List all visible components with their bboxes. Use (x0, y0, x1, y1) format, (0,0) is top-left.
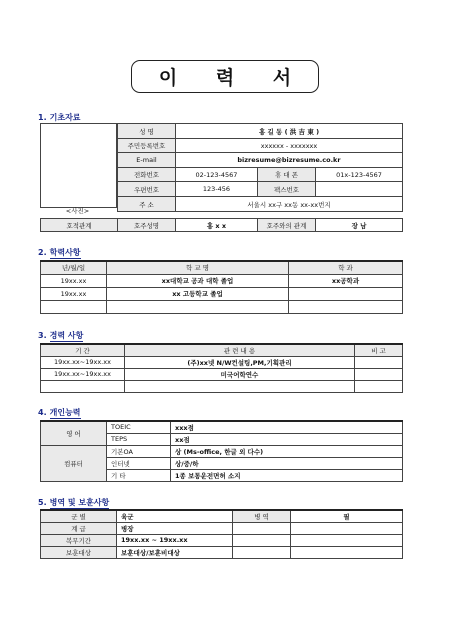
veteran-value: 보훈대상/보훈비대상 (117, 546, 233, 558)
section-number: 3. (38, 331, 47, 340)
education-date: 19xx.xx (41, 287, 107, 300)
ability-value: 상/중/하 (171, 457, 403, 469)
rrn-value: xxxxxx - xxxxxxx (176, 139, 403, 153)
career-content (125, 380, 355, 392)
ability-value: xx점 (171, 433, 403, 445)
ability-item: 기 타 (107, 469, 171, 481)
career-table (40, 343, 403, 393)
ability-item: TEPS (107, 433, 171, 445)
section-heading-military (38, 497, 109, 508)
empty-cell (291, 534, 403, 546)
career-note (355, 356, 403, 368)
postal-value: 123-456 (176, 182, 258, 197)
veteran-label: 보훈대상 (41, 546, 117, 558)
ability-value: 상 (Ms-office, 한글 외 다수) (171, 445, 403, 457)
education-header-school: 학 교 명 (107, 261, 289, 274)
empty-cell (233, 522, 291, 534)
ability-value: 1종 보통운전면허 소지 (171, 469, 403, 481)
email-label: E-mail (118, 153, 176, 168)
military-table (40, 509, 403, 559)
rank-label: 계 급 (41, 522, 117, 534)
section-label: 개인능력 (49, 408, 81, 417)
head-label: 호주성명 (118, 219, 176, 232)
rrn-label: 주민등록번호 (118, 139, 176, 153)
photo-placeholder (40, 123, 117, 208)
branch-label: 군 별 (41, 510, 117, 522)
education-major (289, 300, 403, 313)
ability-item: TOEIC (107, 421, 171, 433)
career-header-period: 기 간 (41, 344, 125, 356)
rank-value: 병장 (117, 522, 233, 534)
career-period (41, 380, 125, 392)
section-label: 경력 사항 (49, 331, 84, 340)
education-header-date: 년/월/일 (41, 261, 107, 274)
period-value: 19xx.xx ~ 19xx.xx (117, 534, 233, 546)
photo-label: <사진> (65, 207, 90, 215)
ability-value: xxx점 (171, 421, 403, 433)
phone-label: 전화번호 (118, 168, 176, 182)
section-label: 병역 및 보훈사항 (49, 498, 110, 507)
education-major: xx공학과 (289, 274, 403, 287)
family-label: 호적관계 (41, 219, 118, 232)
career-header-note: 비 고 (355, 344, 403, 356)
career-content: 미국어학연수 (125, 368, 355, 380)
table-row (41, 368, 403, 380)
basic-info-table (117, 123, 403, 212)
education-date (41, 300, 107, 313)
section-number: 4. (38, 408, 47, 417)
postal-label: 우편번호 (118, 182, 176, 197)
education-school: xx 고등학교 졸업 (107, 287, 289, 300)
document-title-box (131, 60, 319, 93)
section-label: 학력사항 (49, 248, 81, 257)
ability-table (40, 420, 403, 482)
education-school (107, 300, 289, 313)
career-note (355, 380, 403, 392)
career-period: 19xx.xx~19xx.xx (41, 356, 125, 368)
education-school: xx대학교 공과 대학 졸업 (107, 274, 289, 287)
table-row (41, 380, 403, 392)
table-row (41, 356, 403, 368)
empty-cell (291, 522, 403, 534)
mobile-label: 휴 대 폰 (258, 168, 316, 182)
computer-label: 컴퓨터 (41, 445, 107, 481)
mobile-value: 01x-123-4567 (316, 168, 403, 182)
empty-cell (233, 534, 291, 546)
branch-value: 육군 (117, 510, 233, 522)
table-row (41, 300, 403, 313)
empty-cell (233, 546, 291, 558)
name-value: 홍 길 동 ( 洪 吉 東 ) (176, 124, 403, 139)
education-major (289, 287, 403, 300)
section-heading-ability (38, 407, 81, 418)
section-heading-basic (38, 112, 81, 123)
family-table (40, 218, 403, 232)
name-label: 성 명 (118, 124, 176, 139)
document-title: 이 력 서 (158, 67, 308, 89)
section-number: 5. (38, 498, 47, 507)
phone-value: 02-123-4567 (176, 168, 258, 182)
relation-value: 장 남 (316, 219, 403, 232)
career-period: 19xx.xx~19xx.xx (41, 368, 125, 380)
section-label: 기초자료 (49, 113, 81, 122)
service-value: 필 (291, 510, 403, 522)
service-label: 병 역 (233, 510, 291, 522)
career-content: (주)xx넷 N/W컨설팅,PM,기획관리 (125, 356, 355, 368)
ability-item: 기본OA (107, 445, 171, 457)
english-label: 영 어 (41, 421, 107, 445)
section-heading-education (38, 247, 81, 258)
section-number: 2. (38, 248, 47, 257)
fax-label: 팩스번호 (258, 182, 316, 197)
section-number: 1. (38, 113, 47, 122)
education-date: 19xx.xx (41, 274, 107, 287)
education-header-major: 학 과 (289, 261, 403, 274)
career-note (355, 368, 403, 380)
address-value: 서울시 xx구 xx동 xx-xx번지 (176, 197, 403, 212)
career-header-content: 관 련 내 용 (125, 344, 355, 356)
address-label: 주 소 (118, 197, 176, 212)
section-heading-career (38, 330, 83, 341)
period-label: 복무기간 (41, 534, 117, 546)
email-value: bizresume@bizresume.co.kr (176, 153, 403, 168)
table-row (41, 274, 403, 287)
education-table (40, 260, 403, 314)
table-row (41, 287, 403, 300)
empty-cell (291, 546, 403, 558)
ability-item: 인터넷 (107, 457, 171, 469)
head-value: 홍 x x (176, 219, 258, 232)
fax-value (316, 182, 403, 197)
relation-label: 호주와의 관계 (258, 219, 316, 232)
